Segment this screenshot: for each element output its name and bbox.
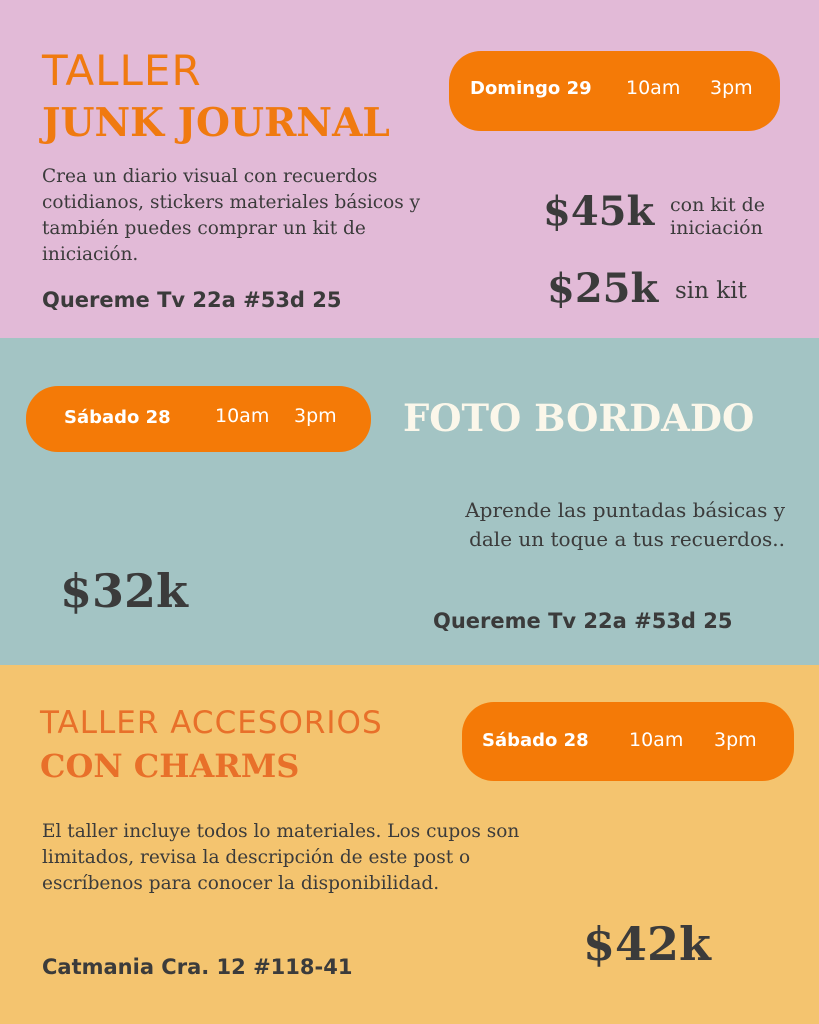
schedule-day: Domingo 29 (470, 78, 592, 99)
foto-bordado-address: Quereme Tv 22a #53d 25 (433, 609, 733, 633)
foto-bordado-title: FOTO BORDADO (403, 396, 755, 440)
price-without-kit-note: sin kit (675, 278, 747, 304)
junk-journal-description: Crea un diario visual con recuerdos cotidianos, stickers materiales básicos y también puedes comprar un kit de iniciación. (42, 166, 421, 265)
price-without-kit: $25k (547, 265, 659, 312)
accesorios-section (0, 665, 819, 1024)
price-with-kit: $45k (543, 188, 655, 235)
schedule-end-time: 3pm (710, 77, 753, 99)
accesorios-description: El taller incluye todos lo materiales. Los cupos son limitados, revisa la descripción de este post o escríbenos para conocer la disponibilidad. (42, 821, 520, 894)
price-with-kit-note: con kit de iniciación (670, 194, 766, 239)
junk-journal-title-line2: JUNK JOURNAL (42, 100, 390, 146)
schedule-end-time: 3pm (294, 405, 337, 427)
accesorios-title-line2: CON CHARMS (40, 747, 300, 785)
schedule-start-time: 10am (629, 729, 684, 751)
accesorios-title-line1: TALLER ACCESORIOS (40, 705, 383, 741)
schedule-start-time: 10am (215, 405, 270, 427)
foto-bordado-price: $32k (60, 564, 188, 618)
accesorios-schedule-pill (462, 702, 794, 781)
junk-journal-section (0, 0, 819, 338)
schedule-day: Sábado 28 (482, 730, 589, 751)
junk-journal-title-line1: TALLER (42, 46, 202, 95)
junk-journal-schedule-pill (449, 51, 780, 131)
schedule-end-time: 3pm (714, 729, 757, 751)
foto-bordado-schedule-pill (26, 386, 371, 452)
foto-bordado-description-line1: Aprende las puntadas básicas y (465, 498, 785, 522)
schedule-day: Sábado 28 (64, 407, 171, 428)
junk-journal-address: Quereme Tv 22a #53d 25 (42, 288, 342, 312)
schedule-start-time: 10am (626, 77, 681, 99)
accesorios-price: $42k (583, 917, 711, 971)
foto-bordado-section (0, 338, 819, 665)
accesorios-address: Catmania Cra. 12 #118-41 (42, 955, 353, 979)
foto-bordado-description-line2: dale un toque a tus recuerdos.. (469, 527, 785, 551)
